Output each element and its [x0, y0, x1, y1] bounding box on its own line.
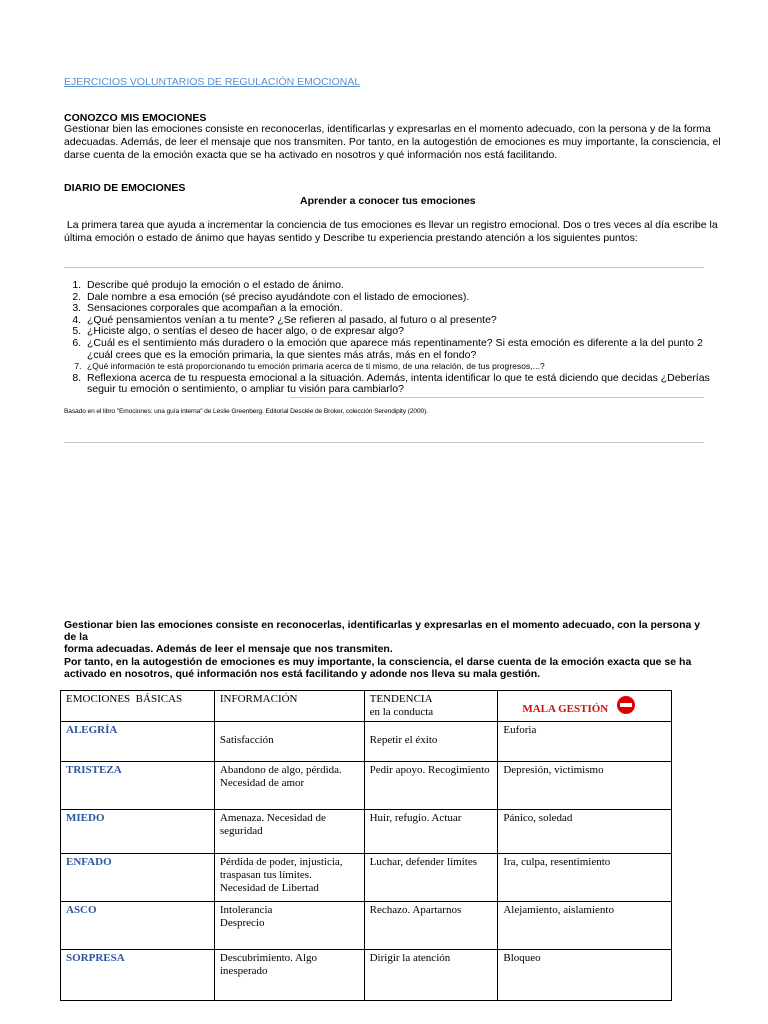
emotion-tendency: Dirigir la atención	[369, 952, 451, 964]
section-subheading: Aprender a conocer tus emociones	[300, 195, 476, 207]
summary-line: Por tanto, en la autogestión de emociones es muy importante, la consciencia, el darse cuenta de la emoción exacta que se ha	[64, 655, 692, 668]
emotion-tendency: Repetir el éxito	[369, 734, 438, 746]
table-cell	[364, 810, 498, 854]
emotions-table	[60, 690, 672, 1001]
section-heading-diario: DIARIO DE EMOCIONES	[64, 182, 186, 194]
table-cell	[214, 722, 364, 762]
emotion-name: SORPRESA	[66, 952, 125, 964]
table-row	[61, 854, 672, 902]
table-cell	[364, 902, 498, 950]
document-title[interactable]: EJERCICIOS VOLUNTARIOS DE REGULACIÓN EMOCIONAL	[64, 76, 361, 88]
header-cell	[364, 691, 498, 722]
table-cell	[214, 854, 364, 902]
table-cell	[498, 722, 672, 762]
divider-credit	[290, 397, 704, 398]
table-header-row	[61, 691, 672, 722]
emotion-bad-management: Pánico, soledad	[503, 812, 573, 824]
list-item	[84, 373, 720, 396]
table-cell	[61, 762, 215, 810]
table-row	[61, 810, 672, 854]
header-tendencia: TENDENCIA	[369, 693, 433, 705]
emotion-name: ASCO	[66, 904, 97, 916]
table-cell	[364, 854, 498, 902]
summary-line: activado en nosotros, qué información nos está facilitando y adonde nos lleva su mala gestión.	[64, 667, 541, 680]
list-item: 1. Describe qué produjo la emoción o el estado de ánimo.	[84, 280, 720, 292]
table-cell	[364, 950, 498, 1001]
emotion-info: Pérdida de poder, injusticia, traspasan tus límites. Necesidad de Libertad	[219, 856, 343, 894]
list-item-line: seguir tu emoción o sentimiento, o ampliar tu visión para cambiarlo?	[87, 383, 404, 396]
section2-intro	[64, 219, 744, 245]
emotion-name: MIEDO	[66, 812, 105, 824]
list-item-line: ¿Cuál es el sentimiento más duradero o la emoción que aparece más repentinamente? Si esta emoción es diferente a la del punto 2	[87, 336, 703, 349]
table-cell	[214, 950, 364, 1001]
section1-line: Gestionar bien las emociones consiste en reconocerlas, identificarlas y expresarlas en el momento adecuado, con la persona y de la forma	[64, 123, 711, 135]
emotion-info: Intolerancia Desprecio	[219, 904, 273, 929]
emotion-info: Abandono de algo, pérdida. Necesidad de amor	[219, 764, 342, 789]
points-list	[50, 280, 720, 396]
emotion-tendency: Huir, refugio. Actuar	[369, 812, 462, 824]
summary-line: forma adecuadas. Además de leer el mensaje que nos transmiten.	[64, 643, 393, 656]
intro-line: La primera tarea que ayuda a incrementar la conciencia de tus emociones es llevar un registro emocional. Dos o tres veces al día escribe la	[64, 219, 718, 231]
table-cell	[61, 810, 215, 854]
emotion-bad-management: Ira, culpa, resentimiento	[503, 856, 611, 868]
table-cell	[498, 950, 672, 1001]
emotion-info: Descubrimiento. Algo inesperado	[219, 952, 318, 977]
divider-bottom	[64, 442, 704, 443]
table-cell	[214, 762, 364, 810]
emotion-bad-management: Depresión, victimismo	[503, 764, 604, 776]
list-item: 2. Dale nombre a esa emoción (sé preciso ayudándote con el listado de emociones).	[84, 292, 720, 304]
emotion-name: TRISTEZA	[66, 764, 122, 776]
header-tendencia-sub: en la conducta	[369, 706, 434, 718]
table-cell	[61, 854, 215, 902]
list-item: 3. Sensaciones corporales que acompañan a la emoción.	[84, 303, 720, 315]
table-cell	[61, 722, 215, 762]
list-item-line: ¿cuál crees que es la emoción primaria, la que sientes más atrás, más en el fondo?	[87, 348, 477, 361]
table-cell	[61, 902, 215, 950]
table-cell	[498, 762, 672, 810]
table-cell	[498, 902, 672, 950]
emotion-bad-management: Bloqueo	[503, 952, 541, 964]
table-row	[61, 722, 672, 762]
header-cell	[214, 691, 364, 722]
emotion-bad-management: Alejamiento, aislamiento	[503, 904, 614, 916]
table-row	[61, 902, 672, 950]
emotion-tendency: Luchar, defender límites	[369, 856, 477, 868]
header-cell	[61, 691, 215, 722]
list-item-line: Reflexiona acerca de tu respuesta emocional a la situación. Además, intenta identificar lo que te está diciendo que decidas ¿Deberías	[87, 371, 710, 384]
list-item: 7. ¿Qué información te está proporcionando tu emoción primaria acerca de ti mismo, de una relación, de tus progresos,...?	[84, 361, 720, 373]
section1-line: darse cuenta de la emoción exacta que se ha activado en nosotros y qué información nos está facilitando.	[64, 149, 558, 161]
table-cell	[364, 762, 498, 810]
source-credit: Basado en el libro "Emociones: una guía interna" de Leslie Greenberg. Editorial Desclée de Broker, colección Serendipity (2000).	[64, 408, 428, 415]
table-cell	[364, 722, 498, 762]
list-item: 4. ¿Qué pensamientos venían a tu mente? ¿Se refieren al pasado, al futuro o al presente?	[84, 315, 720, 327]
list-item	[84, 338, 720, 361]
section-heading-conozco: CONOZCO MIS EMOCIONES	[64, 112, 207, 124]
table-cell	[61, 950, 215, 1001]
header-informacion: INFORMACIÓN	[219, 693, 298, 705]
emotion-name: ALEGRÍA	[66, 724, 118, 736]
table-row	[61, 950, 672, 1001]
summary-paragraph	[64, 619, 714, 680]
table-cell	[214, 810, 364, 854]
section1-paragraph	[64, 123, 724, 162]
emotion-info: Amenaza. Necesidad de seguridad	[219, 812, 326, 837]
emotion-bad-management: Euforia	[503, 724, 537, 736]
header-mala-gestion: MALA GESTIÓN	[522, 703, 609, 715]
header-emociones: EMOCIONES BÁSICAS	[66, 693, 183, 705]
section1-line: adecuadas. Además, de leer el mensaje que nos transmiten. Por tanto, en la autogestión de emociones es muy importante, la consciencia, el	[64, 136, 721, 148]
table-cell	[214, 902, 364, 950]
emotion-info: Satisfacción	[219, 734, 274, 746]
summary-line: Gestionar bien las emociones consiste en reconocerlas, identificarlas y expresarlas en el momento adecuado, con la persona y de la	[64, 619, 701, 644]
table-cell	[498, 854, 672, 902]
table-row	[61, 762, 672, 810]
emotion-tendency: Pedir apoyo. Recogimiento	[369, 764, 490, 776]
table-cell	[498, 810, 672, 854]
list-item: 5. ¿Hiciste algo, o sentías el deseo de hacer algo, o de expresar algo?	[84, 326, 720, 338]
emotion-tendency: Rechazo. Apartarnos	[369, 904, 462, 916]
intro-line: última emoción o estado de ánimo que hayas sentido y Describe tu experiencia prestando atención a los siguientes puntos:	[64, 232, 638, 244]
emotion-name: ENFADO	[66, 856, 112, 868]
header-cell	[498, 691, 672, 722]
stop-icon	[617, 696, 635, 714]
divider-top	[64, 267, 704, 268]
